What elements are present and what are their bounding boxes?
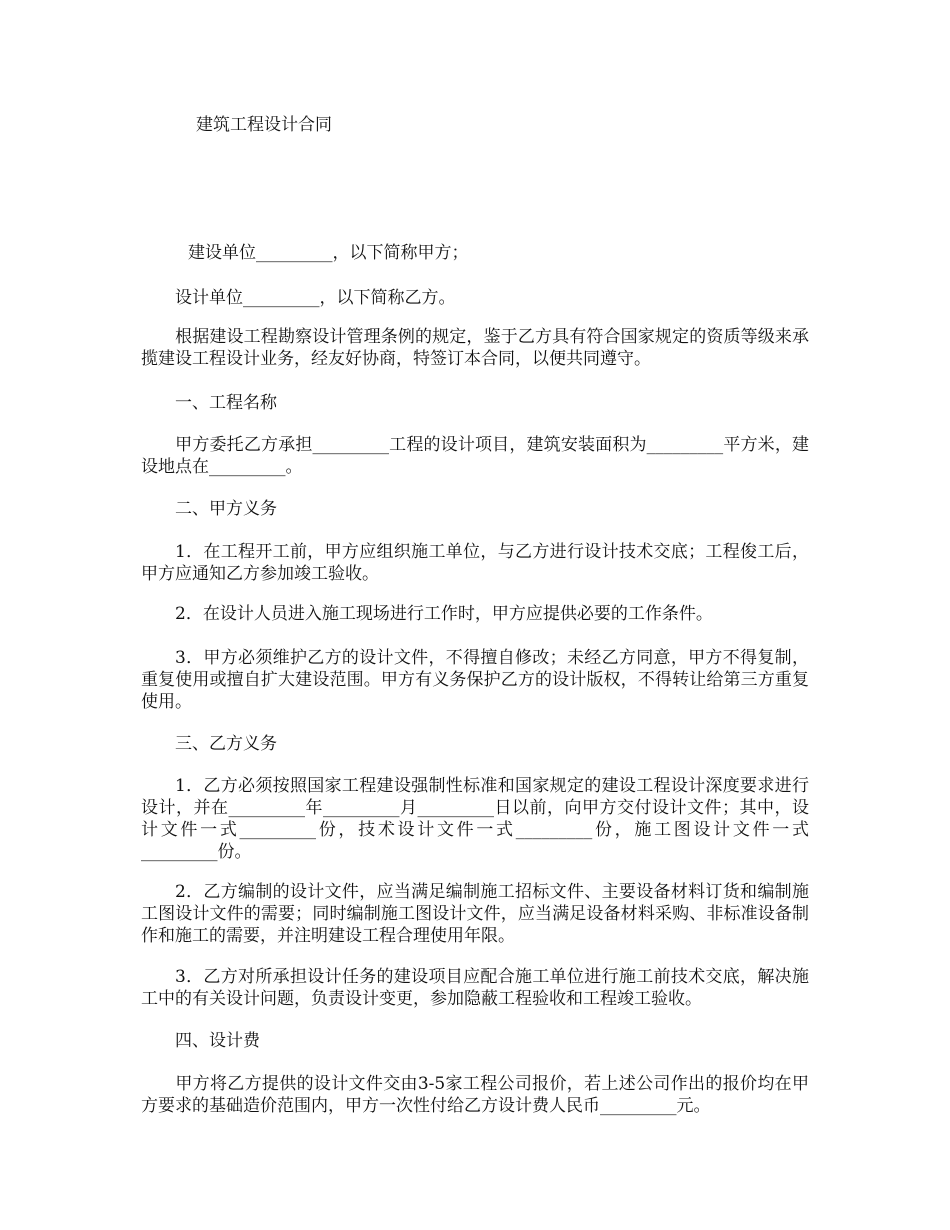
section-4-text: 甲方将乙方提供的设计文件交由3-5家工程公司报价，若上述公司作出的报价均在甲方要求的基础造价范围内，甲方一次性付给乙方设计费人民币_________元。 bbox=[141, 1074, 809, 1116]
section-2-heading: 二、甲方义务 bbox=[175, 499, 277, 519]
section-2-item-3 bbox=[141, 647, 809, 713]
party-b-line: 设计单位_________，以下简称乙方。 bbox=[175, 288, 456, 308]
section-2-item-1-text: 1．在工程开工前，甲方应组织施工单位，与乙方进行设计技术交底；工程俊工后，甲方应通知乙方参加竣工验收。 bbox=[141, 542, 809, 584]
section-1-text: 甲方委托乙方承担_________工程的设计项目，建筑安装面积为_________平方米，建设地点在_________。 bbox=[141, 435, 809, 477]
section-3-item-2-text: 2．乙方编制的设计文件，应当满足编制施工招标文件、主要设备材料订货和编制施工图设计文件的需要；同时编制施工图设计文件，应当满足设备材料采购、非标准设备制作和施工的需要，并注明建设工程合理使用年限。 bbox=[141, 882, 809, 946]
section-2-item-1 bbox=[141, 541, 809, 585]
section-3-item-3-text: 3．乙方对所承担设计任务的建设项目应配合施工单位进行施工前技术交底，解决施工中的有关设计问题，负责设计变更，参加隐蔽工程验收和工程竣工验收。 bbox=[141, 967, 809, 1009]
preamble-paragraph bbox=[141, 326, 809, 370]
party-a-line: 建设单位_________，以下简称甲方； bbox=[188, 243, 469, 263]
section-3-heading: 三、乙方义务 bbox=[175, 734, 277, 754]
section-3-item-3 bbox=[141, 966, 809, 1010]
section-1-paragraph bbox=[141, 434, 809, 478]
section-2-item-2-text: 2．在设计人员进入施工现场进行工作时，甲方应提供必要的工作条件。 bbox=[175, 604, 713, 624]
section-3-item-1-text: 1．乙方必须按照国家工程建设强制性标准和国家规定的建设工程设计深度要求进行设计，并在_________年_________月_________日以前，向甲方交付设计文件；其中，设计文件一式_________份，技术设计文件一式_________份，施工图设计文件一式_________份。 bbox=[141, 776, 809, 862]
section-3-item-2 bbox=[141, 881, 809, 947]
section-2-item-3-text: 3．甲方必须维护乙方的设计文件，不得擅自修改；未经乙方同意，甲方不得复制，重复使用或擅自扩大建设范围。甲方有义务保护乙方的设计版权，不得转让给第三方重复使用。 bbox=[141, 648, 809, 712]
section-3-item-1 bbox=[141, 775, 809, 863]
section-4-heading: 四、设计费 bbox=[175, 1031, 260, 1051]
section-1-heading: 一、工程名称 bbox=[175, 393, 277, 413]
preamble-text: 根据建设工程勘察设计管理条例的规定，鉴于乙方具有符合国家规定的资质等级来承揽建设工程设计业务，经友好协商，特签订本合同，以便共同遵守。 bbox=[141, 327, 809, 369]
section-2-item-2 bbox=[141, 603, 809, 625]
section-4-paragraph bbox=[141, 1073, 809, 1117]
document-title: 建筑工程设计合同 bbox=[196, 115, 332, 135]
